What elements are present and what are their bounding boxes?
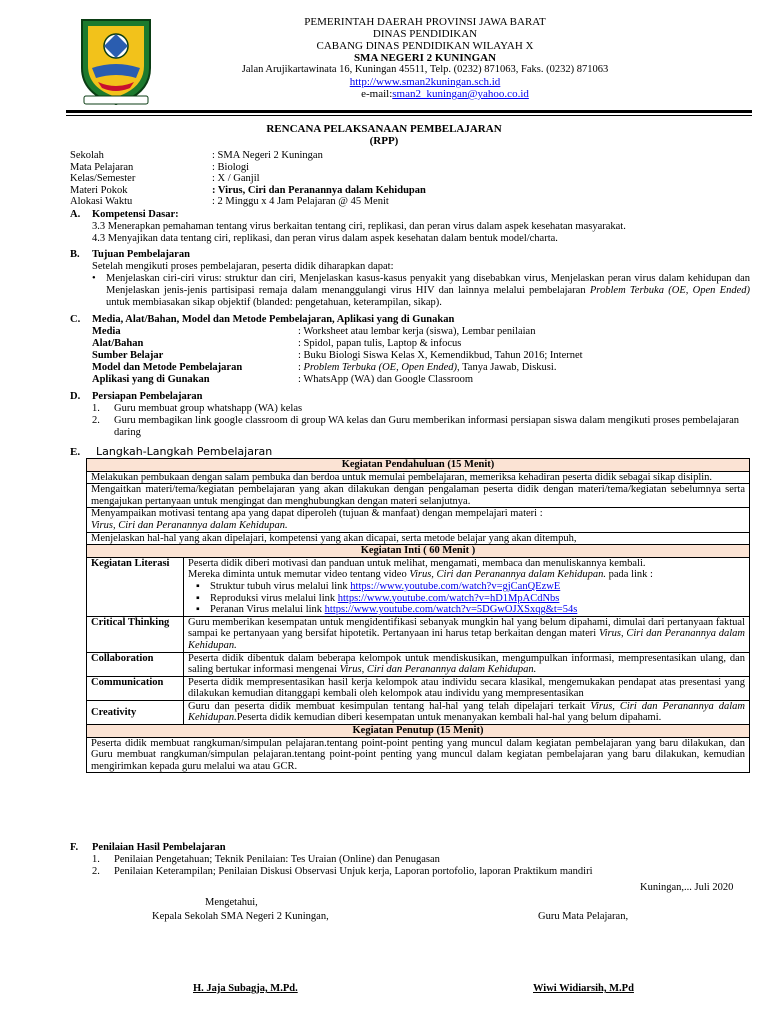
doc-title: RENCANA PELAKSANAAN PEMBELAJARAN xyxy=(266,123,502,135)
email-link[interactable]: sman2_kuningan@yahoo.co.id xyxy=(392,88,529,100)
identity-label: Kelas/Semester xyxy=(70,173,136,185)
identity-label: Mata Pelajaran xyxy=(70,161,134,173)
inti-header: Kegiatan Inti ( 60 Menit ) xyxy=(87,545,750,558)
activity-row: Menjelaskan hal-hal yang akan dipelajari, kompetensi yang akan dicapai, serta metode belajar yang akan ditempuh, xyxy=(87,532,750,545)
penutup-header: Kegiatan Penutup (15 Menit) xyxy=(87,725,750,738)
section-number: C. xyxy=(70,314,81,325)
collab-content: Peserta didik dibentuk dalam beberapa kelompok untuk mendiskusikan, mengumpulkan informasi, mempresentasikan ulang, dan saling bertukar informasi mengenai Virus, Ciri dan Peranannya dalam Kehidupan. xyxy=(184,652,750,676)
identity-block xyxy=(70,150,750,208)
section-b xyxy=(70,249,750,309)
media-label: Model dan Metode Pembelajaran xyxy=(92,362,243,373)
place-date: Kuningan,... Juli 2020 xyxy=(640,882,734,893)
school-name: SMA NEGERI 2 KUNINGAN xyxy=(353,52,497,64)
objective-item: • Menjelaskan ciri-ciri virus: struktur dan ciri, Menjelaskan kasus-kasus penyakit yang disebabkan virus, Menjelaskan peran virus dalam kehidupan dan Menjelaskan jenis-jenis partisipasi remaja dalam menanggulangi virus HIV dan lainnya melalui pembelajaran Problem Terbuka (OE, Open Ended) untuk membiasakan sikap objektif (blanded: pengetahuan, keterampilan, sikap). xyxy=(92,273,750,308)
section-number: B. xyxy=(70,249,80,260)
media-value: : WhatsApp (WA) dan Google Classroom xyxy=(298,374,474,385)
objective-intro: Setelah mengikuti proses pembelajaran, peserta didik diharapkan dapat: xyxy=(92,261,394,272)
branch-name: CABANG DINAS PENDIDIKAN WILAYAH X xyxy=(316,40,534,52)
critical-content: Guru memberikan kesempatan untuk mengidentifikasi sebanyak mungkin hal yang belum dipahami, dimulai dari pertanyaan faktual sampai ke pertanyaan yang bersifat hipotetik. Pertanyaan ini harus tetap berkaitan dengan materi Virus, Ciri dan Peranannya dalam Kehidupan. xyxy=(184,616,750,652)
school-address: Jalan Arujikartawinata 16, Kuningan 45511, Telp. (0232) 871063, Faks. (0232) 871063 xyxy=(241,64,609,75)
principal-title: Kepala Sekolah SMA Negeri 2 Kuningan, xyxy=(152,911,329,922)
section-title: Kompetensi Dasar: xyxy=(92,209,179,220)
section-number: F. xyxy=(70,842,79,853)
section-a xyxy=(70,209,750,245)
critical-label: Critical Thinking xyxy=(87,616,184,652)
comm-label: Communication xyxy=(87,676,184,700)
gov-name: PEMERINTAH DAERAH PROVINSI JAWA BARAT xyxy=(304,16,546,28)
dept-name: DINAS PENDIDIKAN xyxy=(372,28,478,40)
kd-item: 4.3 Menyajikan data tentang ciri, replikasi, dan peran virus dalam aspek kesehatan dalam bentuk model/charta. xyxy=(92,233,558,244)
media-value: : Spidol, papan tulis, Laptop & infocus xyxy=(298,338,462,349)
identity-label: Materi Pokok xyxy=(70,184,128,196)
creat-label: Creativity xyxy=(87,700,184,724)
comm-content: Peserta didik mempresentasikan hasil kerja kelompok atau individu secara klasikal, mengemukakan pendapat atas presentasi yang dilakukan kemudian ditanggapi kembali oleh kelompok atau individu yang mempresentasikan xyxy=(184,676,750,700)
section-number: D. xyxy=(70,391,81,402)
acknowledge-text: Mengetahui, xyxy=(205,897,258,908)
email-prefix: e-mail: xyxy=(361,88,393,100)
media-label: Alat/Bahan xyxy=(92,338,144,349)
youtube-link[interactable]: https://www.youtube.com/watch?v=gjCanQEzwE xyxy=(350,580,561,592)
media-value: : Buku Biologi Siswa Kelas X, Kemendikbud, Tahun 2016; Internet xyxy=(298,350,583,361)
section-number: A. xyxy=(70,209,81,220)
website-link[interactable]: http://www.sman2kuningan.sch.id xyxy=(349,76,501,88)
header-rule-thick xyxy=(66,110,752,113)
section-title: Persiapan Pembelajaran xyxy=(92,391,203,402)
creat-content: Guru dan peserta didik membuat kesimpulan tentang hal-hal yang telah dipelajari terkait Virus, Ciri dan Peranannya dalam Kehidupan.Peserta didik kemudian diberi kesempatan untuk menanyakan kembali hal-hal yang belum dipahami. xyxy=(184,700,750,724)
section-f: F. Penilaian Hasil Pembelajaran 1. Penilaian Pengetahuan; Teknik Penilaian: Tes Uraian (Online) dan Penugasan 2. Penilaian Keterampilan; Penilaian Diskusi Observasi Unjuk kerja, Laporan portofolio, laporan Praktikum mandiri xyxy=(70,842,593,877)
teacher-title: Guru Mata Pelajaran, xyxy=(538,911,629,922)
section-d: D. Persiapan Pembelajaran 1. Guru membuat group whatshapp (WA) kelas 2. Guru membagikan link google classroom di group WA kelas dan Guru memberikan informasi persiapan siswa dalam mengikuti proses pembelajaran daring xyxy=(70,391,750,439)
kd-item: 3.3 Menerapkan pemahaman tentang virus berkaitan tentang ciri, replikasi, dan peran virus dalam aspek kesehatan masyarakat. xyxy=(92,221,626,232)
activity-row: Menyampaikan motivasi tentang apa yang dapat diperoleh (tujuan & manfaat) dengan mempelajari materi : Virus, Ciri dan Peranannya dalam Kehidupan. xyxy=(87,508,750,532)
identity-value: : X / Ganjil xyxy=(212,173,260,185)
doc-subtitle: (RPP) xyxy=(369,135,399,147)
media-label: Media xyxy=(92,326,121,337)
section-title: Tujuan Pembelajaran xyxy=(92,249,190,260)
section-title: Media, Alat/Bahan, Model dan Metode Pembelajaran, Aplikasi yang di Gunakan xyxy=(92,314,455,325)
identity-value: : SMA Negeri 2 Kuningan xyxy=(212,150,323,161)
activity-row: Mengaitkan materi/tema/kegiatan pembelajaran yang akan dilakukan dengan pengalaman peserta didik dengan materi/tema/kegiatan sebelumnya serta mengajukan pertanyaan untuk mengingat dan menghubungkan dengan materi selanjutnya. xyxy=(87,484,750,508)
activities-table xyxy=(86,458,750,773)
identity-value: : 2 Minggu x 4 Jam Pelajaran @ 45 Menit xyxy=(212,196,389,208)
assessment-item: Penilaian Keterampilan; Penilaian Diskusi Observasi Unjuk kerja, Laporan portofolio, laporan Praktikum mandiri xyxy=(114,866,593,877)
section-title: Langkah-Langkah Pembelajaran xyxy=(96,445,273,458)
media-value: : Problem Terbuka (OE, Open Ended), Tanya Jawab, Diskusi. xyxy=(298,362,557,373)
literasi-content: Peserta didik diberi motivasi dan panduan untuk melihat, mengamati, membaca dan menuliskannya kembali. Mereka diminta untuk memutar video tentang video Virus, Ciri dan Peranannya dalam Kehidupan. pada link : ▪ Struktur tubuh virus melalui link https://www.youtube.com/watch?v=gjCanQEzwE ▪ Reproduksi virus melalui link https://www.youtube.com/watch?v=hD1MpACdNbs ▪ Peranan Virus melalui link https://www.youtube.com/watch?v=5DGwOJXSxqg&t=54s xyxy=(184,557,750,616)
section-title: Penilaian Hasil Pembelajaran xyxy=(92,842,226,853)
literasi-label: Kegiatan Literasi xyxy=(87,557,184,616)
pendahuluan-header: Kegiatan Pendahuluan (15 Menit) xyxy=(87,459,750,472)
identity-value: : Virus, Ciri dan Peranannya dalam Kehidupan xyxy=(212,184,426,196)
prep-item: Guru membagikan link google classroom di group WA kelas dan Guru memberikan informasi persiapan siswa dalam mengikuti proses pembelajaran daring xyxy=(114,415,739,438)
teacher-name: Wiwi Widiarsih, M.Pd xyxy=(533,983,634,994)
letterhead xyxy=(180,16,670,100)
section-e-heading: E. Langkah-Langkah Pembelajaran xyxy=(70,445,273,458)
identity-value: : Biologi xyxy=(212,161,250,173)
collab-label: Collaboration xyxy=(87,652,184,676)
prep-item: Guru membuat group whatshapp (WA) kelas xyxy=(114,403,303,414)
youtube-link[interactable]: https://www.youtube.com/watch?v=5DGwOJXSxqg&t=54s xyxy=(324,604,578,616)
media-label: Sumber Belajar xyxy=(92,350,164,361)
media-label: Aplikasi yang di Gunakan xyxy=(92,374,210,385)
section-c xyxy=(70,314,750,386)
identity-label: Sekolah xyxy=(70,150,104,161)
activity-row: Melakukan pembukaan dengan salam pembuka dan berdoa untuk memulai pembelajaran, memeriksa kehadiran peserta didik sebagai sikap disiplin. xyxy=(87,471,750,484)
media-value: : Worksheet atau lembar kerja (siswa), Lembar penilaian xyxy=(298,326,536,337)
assessment-item: Penilaian Pengetahuan; Teknik Penilaian: Tes Uraian (Online) dan Penugasan xyxy=(114,854,440,865)
jawa-barat-emblem-logo xyxy=(74,16,158,108)
header-rule-thin xyxy=(66,115,752,116)
youtube-link[interactable]: https://www.youtube.com/watch?v=hD1MpACdNbs xyxy=(337,592,560,604)
principal-name: H. Jaja Subagja, M.Pd. xyxy=(193,983,298,994)
penutup-content: Peserta didik membuat rangkuman/simpulan pelajaran.tentang point-point penting yang muncul dalam kegiatan pembelajaran yang baru dilakukan, dan Guru membuat rangkuman/simpulan pelajaran.tentang point-point penting yang muncul dalam kegiatan pembelajaran yang baru dilakukan, kemudian mengirimkan kepada guru melalui wa atau GCR. xyxy=(87,737,750,773)
identity-label: Alokasi Waktu xyxy=(70,196,133,208)
